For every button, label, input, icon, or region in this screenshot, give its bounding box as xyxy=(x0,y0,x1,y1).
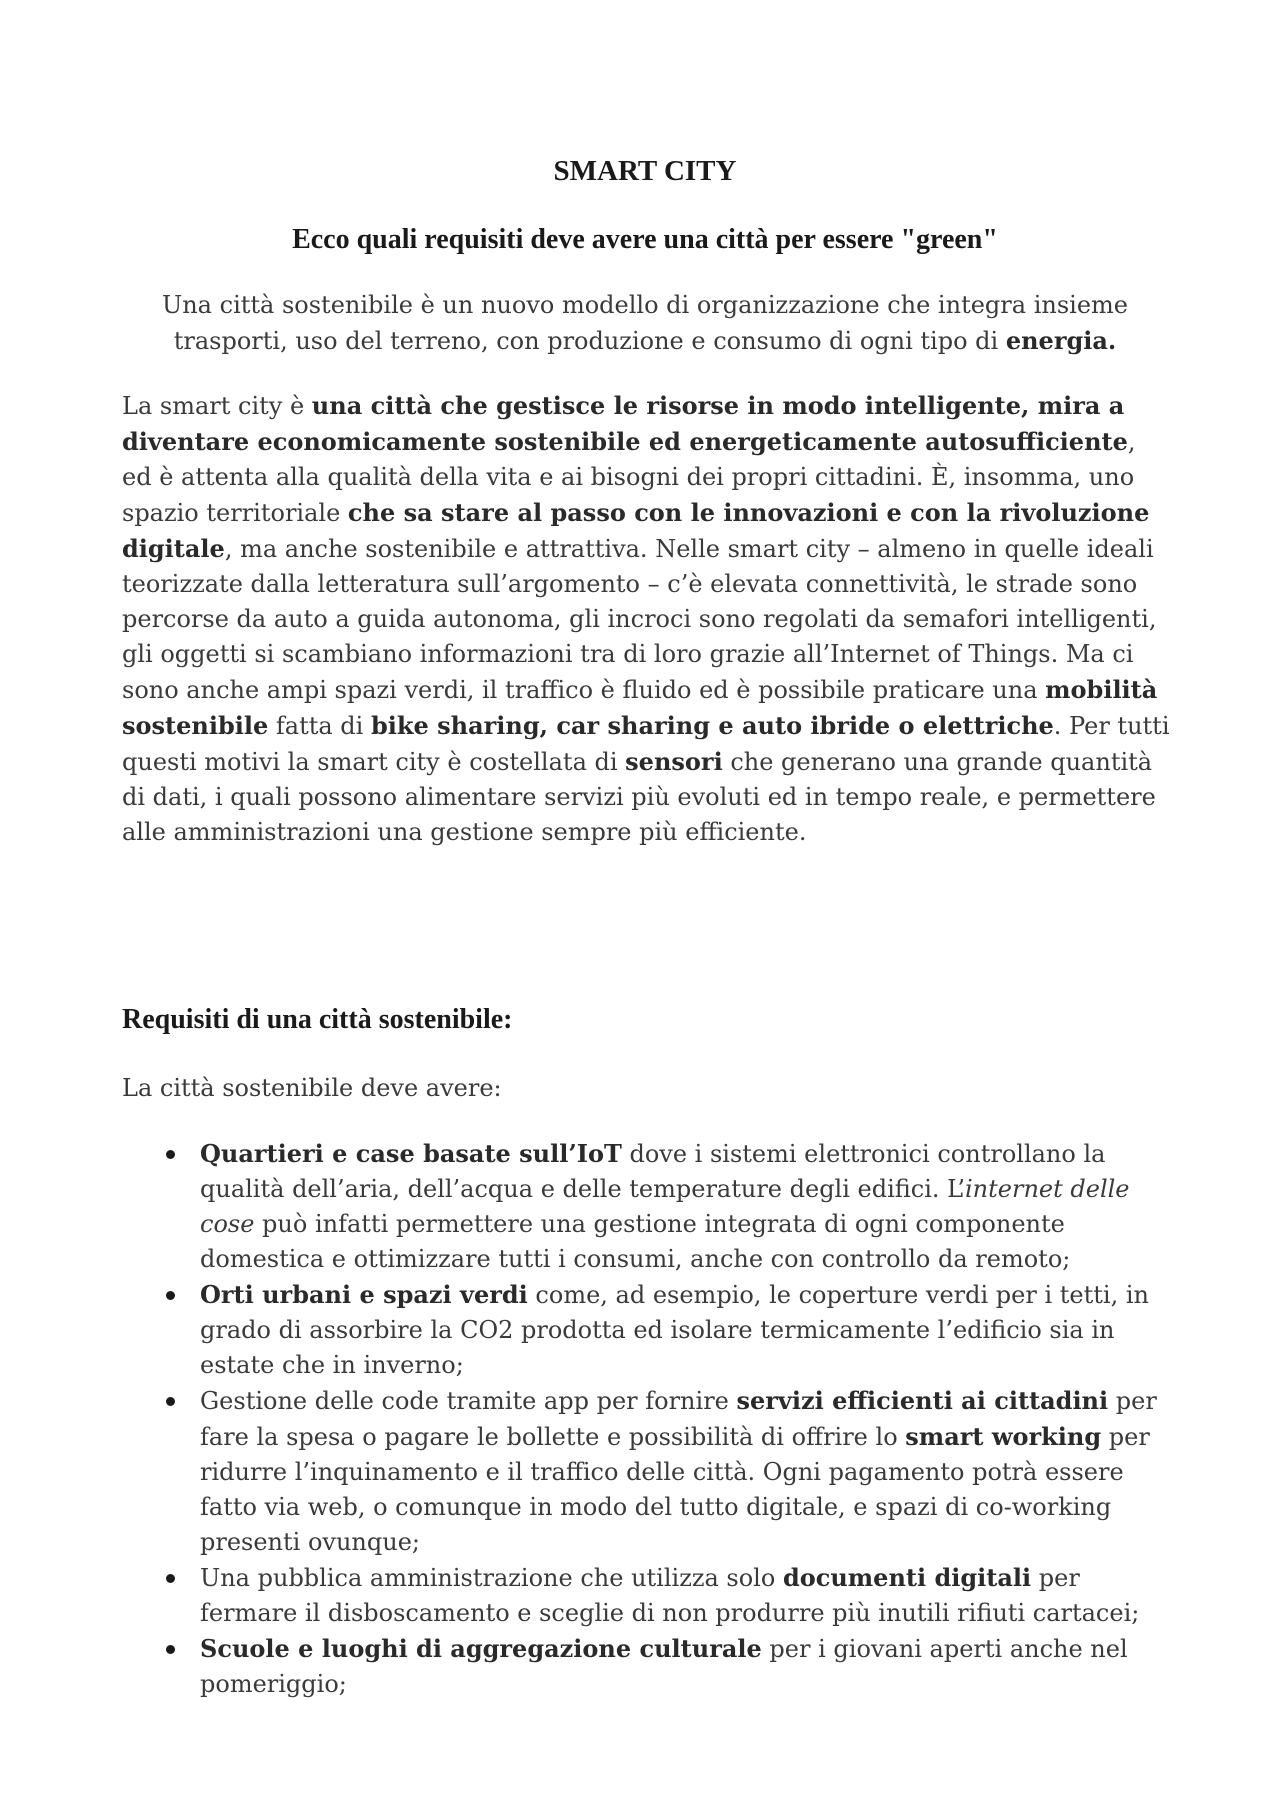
list-lead: La città sostenibile deve avere: xyxy=(122,1074,502,1102)
requirements-list xyxy=(200,1136,1160,1702)
bullet-icon xyxy=(166,1574,175,1583)
bullet-icon xyxy=(166,1291,175,1300)
main-text-1: La smart city è xyxy=(122,392,312,420)
main-bold-2: che sa stare al passo con le innovazioni e con la rivoluzione digitale xyxy=(122,498,1150,563)
intro-bold: energia. xyxy=(1005,326,1117,355)
intro-text: Una città sostenibile è un nuovo modello di organizzazione che integra insieme trasporti, uso del terreno, con produzione e consumo di ogni tipo di xyxy=(162,291,1128,355)
list-item xyxy=(200,1277,1160,1383)
main-text-6: che generano una grande quantità di dati, i quali possono alimentare servizi più evoluti ed in tempo reale, e permettere alle amministrazioni una gestione sempre più efficiente. xyxy=(122,748,1156,846)
section-heading: Requisiti di una città sostenibile: xyxy=(122,1004,513,1035)
item-text: per ridurre l’inquinamento e il traffico delle città. Ogni pagamento potrà essere fatto via web, o comunque in modo del tutto digitale, e spazi di co-working presenti ovunque; xyxy=(200,1423,1150,1556)
item-text: Gestione delle code tramite app per fornire xyxy=(200,1387,737,1415)
document-subtitle: Ecco quali requisiti deve avere una città per essere "green" xyxy=(292,224,998,255)
item-text: come, ad esempio, le coperture verdi per i tetti, in grado di assorbire la CO2 prodotta ed isolare termicamente l’edificio sia in estate che in inverno; xyxy=(200,1281,1149,1379)
main-text-5: . Per tutti questi motivi la smart city è costellata di xyxy=(122,712,1170,776)
main-bold-1: una città che gestisce le risorse in modo intelligente, mira a diventare economicamente sostenibile ed energeticamente autosufficiente xyxy=(122,391,1128,456)
item-bold: documenti digitali xyxy=(782,1563,1032,1592)
bullet-icon xyxy=(166,1150,175,1159)
main-bold-5: sensori xyxy=(625,747,723,776)
item-text: Una pubblica amministrazione che utilizza solo xyxy=(200,1564,783,1592)
item-bold: Orti urbani e spazi verdi xyxy=(200,1280,528,1309)
list-item xyxy=(200,1383,1160,1560)
main-text-3: , ma anche sostenibile e attrattiva. Nelle smart city – almeno in quelle ideali teorizzate dalla letteratura sull’argomento – c’è elevata connettività, le strade sono percorse da auto a guida autonoma, gli incroci sono regolati da semafori intelligenti, gli oggetti si scambiano informazioni tra di loro grazie all’Internet of Things. Ma ci sono anche ampi spazi verdi, il traffico è fluido ed è possibile praticare una xyxy=(122,535,1157,704)
item-bold: Scuole e luoghi di aggregazione culturale xyxy=(200,1634,762,1663)
list-item xyxy=(200,1631,1160,1702)
item-text: dove i sistemi elettronici controllano la qualità dell’aria, dell’acqua e delle temperature degli edifici. L’ xyxy=(200,1140,1106,1203)
list-item xyxy=(200,1136,1160,1277)
item-text: per fare la spesa o pagare le bollette e possibilità di offrire lo xyxy=(200,1387,1157,1451)
item-bold: smart working xyxy=(905,1422,1102,1451)
bullet-icon xyxy=(166,1645,175,1654)
bullet-icon xyxy=(166,1397,175,1406)
document-title: SMART CITY xyxy=(553,155,737,187)
list-item xyxy=(200,1560,1160,1631)
item-text: per fermare il disboscamento e sceglie di non produrre più inutili rifiuti cartacei; xyxy=(200,1564,1140,1627)
item-bold: Quartieri e case basate sull’IoT xyxy=(200,1139,622,1168)
item-text: può infatti permettere una gestione integrata di ogni componente domestica e ottimizzare tutti i consumi, anche con controllo da remoto; xyxy=(200,1210,1071,1273)
main-bold-3: mobilità sostenibile xyxy=(122,675,1158,740)
item-text: per i giovani aperti anche nel pomeriggio; xyxy=(200,1635,1128,1698)
main-text-2: , ed è attenta alla qualità della vita e ai bisogni dei propri cittadini. È, insomma, uno spazio territoriale xyxy=(122,428,1136,527)
main-paragraph xyxy=(122,388,1172,850)
intro-paragraph xyxy=(150,288,1140,359)
main-text-4: fatta di xyxy=(268,712,371,740)
item-italic: internet delle cose xyxy=(200,1175,1130,1238)
item-bold: servizi efficienti ai cittadini xyxy=(736,1386,1109,1415)
main-bold-4: bike sharing, car sharing e auto ibride o elettriche xyxy=(370,711,1054,740)
